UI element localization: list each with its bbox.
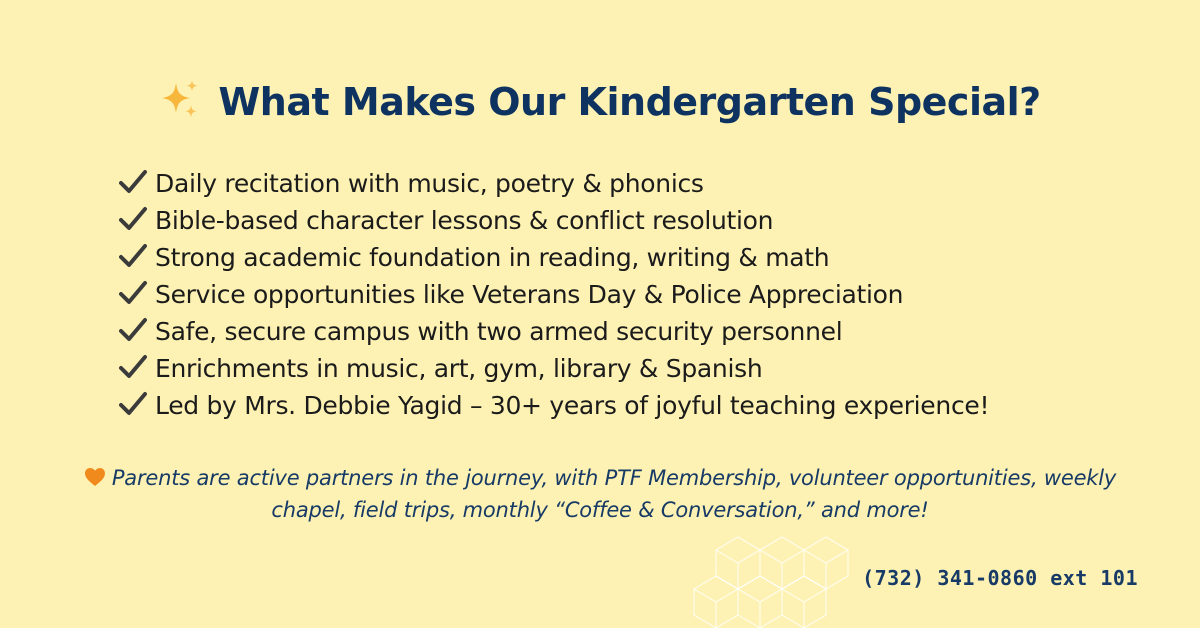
list-item-text: Strong academic foundation in reading, writing & math — [155, 243, 830, 272]
list-item-text: Safe, secure campus with two armed security personnel — [155, 317, 843, 346]
list-item — [119, 312, 989, 349]
list-item — [119, 349, 989, 386]
check-mark-icon — [119, 280, 147, 306]
list-item — [119, 238, 989, 275]
list-item-text: Led by Mrs. Debbie Yagid – 30+ years of joyful teaching experience! — [155, 391, 990, 420]
orange-heart-icon — [84, 467, 106, 487]
page-title — [0, 76, 1200, 127]
list-item-text: Daily recitation with music, poetry & phonics — [155, 169, 704, 198]
list-item-text: Service opportunities like Veterans Day & Police Appreciation — [155, 280, 904, 309]
parents-note-text: Parents are active partners in the journey, with PTF Membership, volunteer opportunities, weekly chapel, field trips, monthly “Coffee & Conversation,” and more! — [111, 466, 1117, 522]
list-item — [119, 275, 989, 312]
list-item — [119, 386, 989, 423]
check-mark-icon — [119, 243, 147, 269]
phone-number[interactable]: (732) 341-0860 ext 101 — [862, 566, 1138, 590]
check-mark-icon — [119, 169, 147, 195]
list-item — [119, 201, 989, 238]
check-mark-icon — [119, 391, 147, 417]
list-item — [119, 164, 989, 201]
title-text: What Makes Our Kindergarten Special? — [218, 79, 1041, 124]
feature-list — [119, 164, 989, 423]
parents-note — [80, 462, 1120, 526]
check-mark-icon — [119, 206, 147, 232]
check-mark-icon — [119, 317, 147, 343]
sparkles-icon — [159, 78, 201, 120]
list-item-text: Enrichments in music, art, gym, library & Spanish — [155, 354, 763, 383]
decorative-cube-pattern — [676, 528, 876, 628]
check-mark-icon — [119, 354, 147, 380]
list-item-text: Bible-based character lessons & conflict resolution — [155, 206, 774, 235]
